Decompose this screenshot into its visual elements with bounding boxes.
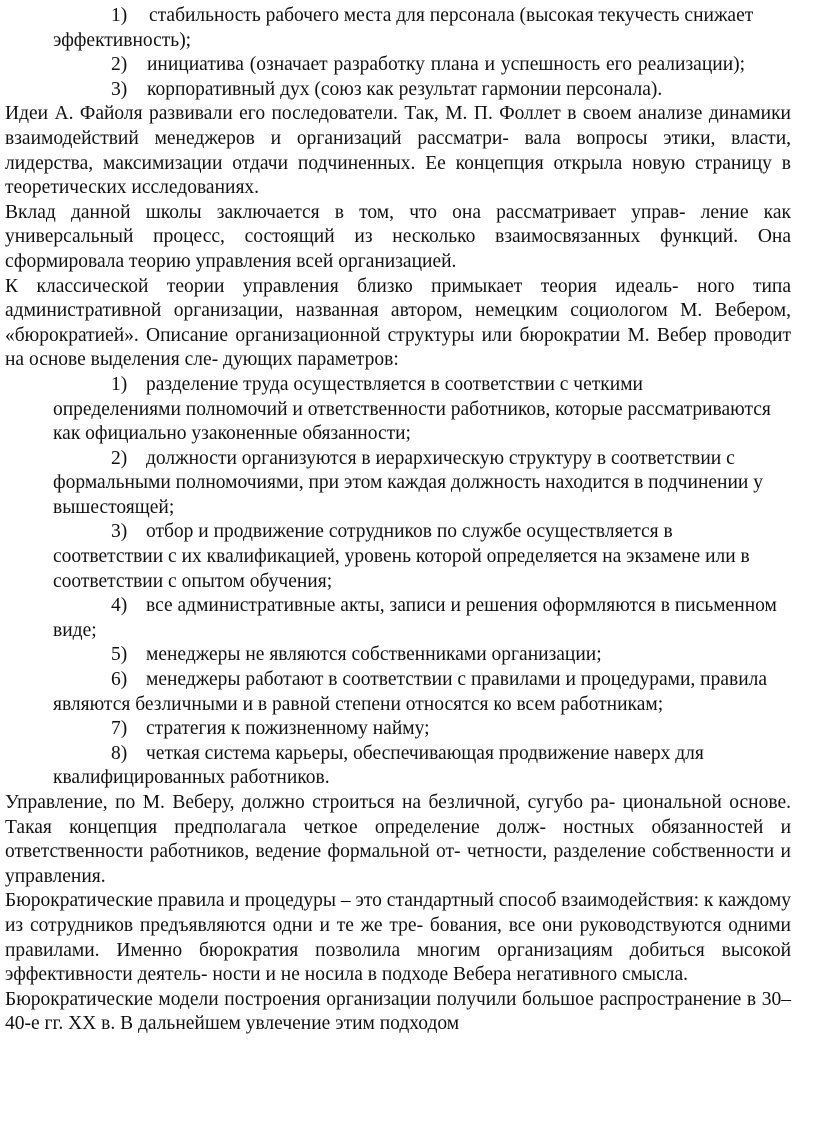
list-text: четкая система карьеры, обеспечивающая продвижение наверх для квалифицированных работников. bbox=[53, 742, 704, 789]
paragraph: Вклад данной школы заключается в том, что она рассматривает управ- ление как универсальный процесс, состоящий из несколько взаимосвязанных функций. Она сформировала теорию управления всей организацией. bbox=[5, 201, 791, 272]
list-item bbox=[5, 717, 791, 742]
paragraph: Бюрократические модели построения организации получили большое распространение в 30–40-е гг. XX в. В дальнейшем увлечение этим подходом bbox=[5, 988, 791, 1035]
list-item bbox=[5, 594, 791, 643]
list-text: стратегия к пожизненному найму; bbox=[146, 718, 430, 740]
paragraph: Управление, по М. Веберу, должно строиться на безличной, сугубо ра- циональной основе. Такая концепция предполагала четкое определение долж- ностных обязанностей и ответственности работников, ведение формальной от- четности, разделение собственности и управления. bbox=[5, 792, 791, 887]
paragraph: К классической теории управления близко примыкает теория идеаль- ного типа административной организации, названная автором, немецким социологом М. Вебером, «бюрократией». Описание организационной структуры или бюрократии М. Вебер проводит на основе выделения сле- дующих параметров: bbox=[5, 275, 791, 371]
list-text: инициатива (означает разработку плана и успешность его реализации); bbox=[147, 54, 746, 76]
paragraph: Бюрократические правила и процедуры – это стандартный способ взаимодействия: к каждому из сотрудников предъявляются одни и те же тре- бования, все они руководствуются одними правилами. Именно бюрократия позволила многим организациям добиться высокой эффективности деятель- ности и не носила в подходе Вебера негативного смысла. bbox=[5, 890, 791, 986]
list-number: 5) bbox=[111, 644, 128, 666]
list-item bbox=[5, 668, 791, 717]
document-page bbox=[5, 4, 791, 1037]
list-item bbox=[5, 53, 791, 78]
list-number: 3) bbox=[111, 78, 128, 100]
list-item bbox=[5, 78, 791, 103]
list-item bbox=[5, 643, 791, 668]
list-text: отбор и продвижение сотрудников по службе осуществляется в соответствии с их квалификацией, уровень которой определяется на экзамене или в соответствии с опытом обучения; bbox=[53, 521, 750, 592]
list-number: 7) bbox=[111, 718, 128, 740]
list-text: разделение труда осуществляется в соответствии с четкими определениями полномочий и ответственности работников, которые рассматриваются как официально узаконенные обязанности; bbox=[53, 373, 771, 445]
list-item bbox=[5, 520, 791, 594]
list-text: менеджеры работают в соответствии с правилами и процедурами, правила являются безличными и в равной степени относятся ко всем работникам; bbox=[53, 669, 768, 715]
list-text: менеджеры не являются собственниками организации; bbox=[146, 644, 602, 666]
list-number: 8) bbox=[111, 742, 128, 764]
list-item bbox=[5, 447, 791, 521]
list-text: все административные акты, записи и решения оформляются в письменном виде; bbox=[53, 595, 777, 641]
list-number: 6) bbox=[111, 669, 128, 691]
list-item bbox=[5, 4, 791, 53]
list-text: корпоративный дух (союз как результат гармонии персонала). bbox=[147, 78, 663, 100]
list-number: 2) bbox=[111, 54, 128, 76]
list-number: 1) bbox=[111, 5, 128, 26]
list-item bbox=[5, 373, 791, 447]
list-number: 2) bbox=[111, 447, 128, 469]
list-item bbox=[5, 742, 791, 791]
paragraph: Идеи А. Файоля развивали его последователи. Так, М. П. Фоллет в своем анализе динамики взаимодействий менеджеров и организаций рассматри- вала вопросы этики, власти, лидерства, максимизации отдачи подчиненных. Ее концепция открыла новую страницу в теоретических исследованиях. bbox=[5, 103, 791, 199]
list-number: 1) bbox=[111, 373, 128, 395]
list-number: 4) bbox=[111, 595, 128, 617]
list-number: 3) bbox=[111, 521, 128, 543]
list-text: стабильность рабочего места для персонала (высокая текучесть снижает эффективность); bbox=[53, 5, 754, 51]
list-text: должности организуются в иерархическую структуру в соответствии с формальными полномочиями, при этом каждая должность находится в подчинении у вышестоящей; bbox=[53, 447, 763, 518]
